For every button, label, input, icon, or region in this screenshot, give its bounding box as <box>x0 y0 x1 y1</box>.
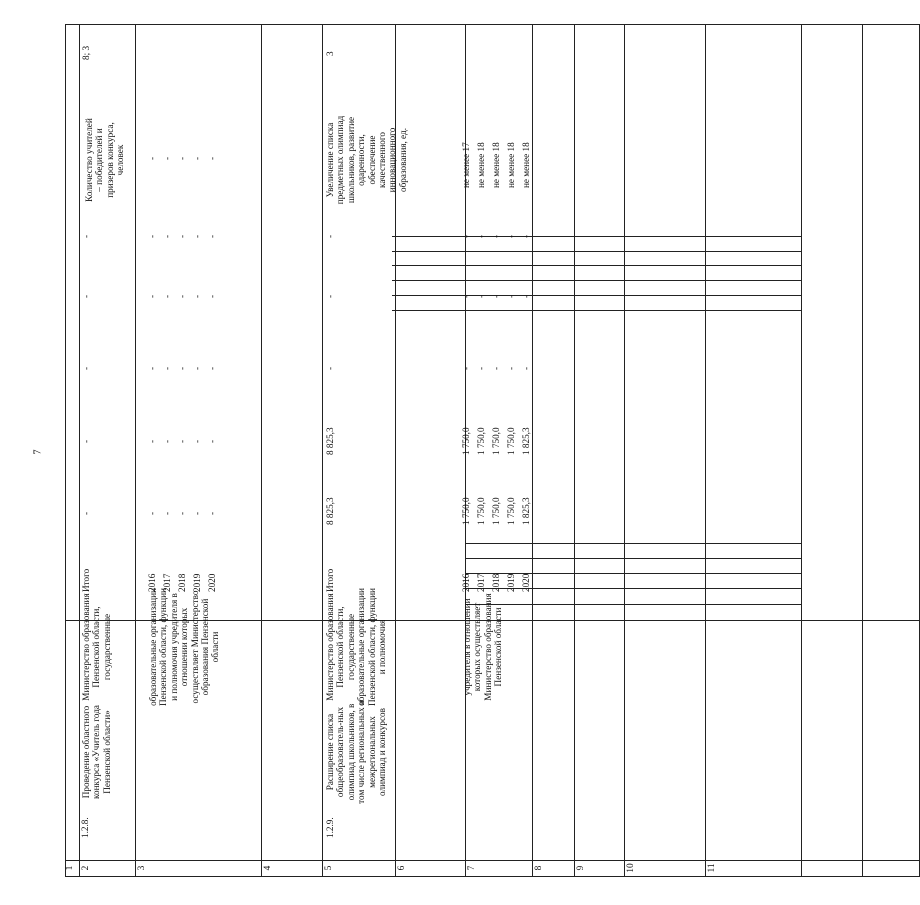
row-2-col9-2020: - <box>521 234 531 238</box>
col-2-header: 2 <box>81 865 91 871</box>
row-2-col9-2016: - <box>461 234 471 238</box>
row-1-indicator: Количество учителей – победителей и призеров конкурса, человек <box>84 118 126 202</box>
row-2-executor-top: Министерство образования Пензенской области, государственные образовательные организации Пензенской области, функции и полномочия <box>325 588 388 706</box>
row-1-col8-2020: - <box>207 294 217 298</box>
col-9-header: 9 <box>576 865 586 871</box>
row-2-col10-2017: не менее 18 <box>476 142 486 188</box>
row-1-col7-2016: - <box>147 366 157 370</box>
col-1-header: 1 <box>65 865 75 871</box>
row-1-col8-total: - <box>81 294 91 298</box>
row-2-col7-2019: - <box>506 366 516 370</box>
row-2-year-2017: 2017 <box>476 573 486 592</box>
row-1-col5-2018: - <box>177 511 187 515</box>
row-1-col9-2017: - <box>162 234 172 238</box>
row-2-col7-2016: - <box>461 366 471 370</box>
row-2-col5-2018: 1 750,0 <box>491 497 501 525</box>
row-2-col8-total: - <box>325 294 335 298</box>
col-6-header: 6 <box>397 865 407 871</box>
row-2-year-2020: 2020 <box>521 573 531 592</box>
row-1-col6-2018: - <box>177 439 187 443</box>
row-1-col7-2020: - <box>207 366 217 370</box>
row-2-col5-2017: 1 750,0 <box>476 497 486 525</box>
row-1-col7-2019: - <box>192 366 202 370</box>
row-2-col7-2017: - <box>476 366 486 370</box>
row-2-name: Расширение списка общеобразователь-ных олимпиад школьников, в том числе региональных и межрегиональных олимпиад и конкурсов <box>325 700 388 804</box>
col-5-header: 5 <box>324 865 334 871</box>
row-2-col5-2020: 1 825,3 <box>521 497 531 525</box>
row-2-year-2019: 2019 <box>506 573 516 592</box>
row-1-col5-2016: - <box>147 511 157 515</box>
row-1-col5-2019: - <box>192 511 202 515</box>
row-1-col6-total: - <box>81 439 91 443</box>
row-2-col6-2017: 1 750,0 <box>476 427 486 455</box>
row-2-col10-2020: не менее 18 <box>521 142 531 188</box>
row-2-col8-2019: - <box>506 294 516 298</box>
row-2-col10-2016: не менее 17 <box>461 142 471 188</box>
row-2-col6-2020: 1 825,3 <box>521 427 531 455</box>
row-1-col8-2017: - <box>162 294 172 298</box>
row-2-col10-2019: не менее 18 <box>506 142 516 188</box>
row-1-col10-2020: - <box>207 156 217 160</box>
row-1-col7-2017: - <box>162 366 172 370</box>
row-2-col6-2018: 1 750,0 <box>491 427 501 455</box>
row-2-col8-2020: - <box>521 294 531 298</box>
row-1-col6-2016: - <box>147 439 157 443</box>
row-1-col10-2017: - <box>162 156 172 160</box>
row-1-col9-2016: - <box>147 234 157 238</box>
page-number: 7 <box>32 449 44 455</box>
row-2-year-2016: 2016 <box>461 573 471 592</box>
row-1-col8-2019: - <box>192 294 202 298</box>
row-1-col9-total: - <box>81 234 91 238</box>
row-1-col9-2019: - <box>192 234 202 238</box>
row-1-col10-2016: - <box>147 156 157 160</box>
col-8-header: 8 <box>534 865 544 871</box>
row-1-year-2016: 2016 <box>147 573 157 592</box>
row-2-col7-total: - <box>325 366 335 370</box>
row-1-col10-2019: - <box>192 156 202 160</box>
row-1-col5-2017: - <box>162 511 172 515</box>
row-2-col10-2018: не менее 18 <box>491 142 501 188</box>
col-4-header: 4 <box>263 865 273 871</box>
row-2-col6-total: 8 825,3 <box>325 427 335 455</box>
row-1-name: Проведение областного конкурса «Учитель года Пензенской области» <box>81 705 112 800</box>
row-1-year-2020: 2020 <box>207 573 217 592</box>
col-3-header: 3 <box>137 865 147 871</box>
row-1-col5-2020: - <box>207 511 217 515</box>
row-2-indicator: Увеличение списка предметных олимпиад школьников, развитие одаренности, обеспечение качественного инновационного образования, ед. <box>325 115 408 205</box>
row-2-col7-2020: - <box>521 366 531 370</box>
row-2-col8-2017: - <box>476 294 486 298</box>
row-2-col11: 3 <box>325 51 335 56</box>
col-7-header: 7 <box>467 865 477 871</box>
row-2-year-total: Итого <box>325 568 335 592</box>
row-1-year-total: Итого <box>81 568 91 592</box>
row-2-col9-total: - <box>325 234 335 238</box>
row-1-col7-2018: - <box>177 366 187 370</box>
row-1-col8-2018: - <box>177 294 187 298</box>
row-1-col9-2020: - <box>207 234 217 238</box>
row-1-col9-2018: - <box>177 234 187 238</box>
row-1-year-2019: 2019 <box>192 573 202 592</box>
row-2-col8-2018: - <box>491 294 501 298</box>
row-2-col6-2016: 1 750,0 <box>461 427 471 455</box>
col-11-header: 11 <box>707 863 717 873</box>
row-1-col6-2017: - <box>162 439 172 443</box>
row-2-col7-2018: - <box>491 366 501 370</box>
row-1-col7-total: - <box>81 366 91 370</box>
row-1-num: 1.2.8. <box>80 817 90 838</box>
row-2-col9-2018: - <box>491 234 501 238</box>
row-1-col10-2018: - <box>177 156 187 160</box>
row-2-col9-2017: - <box>476 234 486 238</box>
row-2-col5-2019: 1 750,0 <box>506 497 516 525</box>
row-1-year-2017: 2017 <box>162 573 172 592</box>
row-2-num: 1.2.9. <box>325 817 335 838</box>
row-2-col5-2016: 1 750,0 <box>461 497 471 525</box>
row-2-executor-bottom: учредителя в отношении которых осуществляет Министерство образования Пензенской области <box>462 593 504 701</box>
row-1-col6-2019: - <box>192 439 202 443</box>
row-1-executor-bottom: образовательные организации Пензенской области, функции и полномочия учредителя в отношении которых осуществляет Министерство образования Пензенской области <box>148 588 221 706</box>
row-2-col9-2019: - <box>506 234 516 238</box>
row-2-year-2018: 2018 <box>491 573 501 592</box>
row-1-col5-total: - <box>81 511 91 515</box>
col-10-header: 10 <box>626 863 636 873</box>
row-2-col6-2019: 1 750,0 <box>506 427 516 455</box>
row-1-year-2018: 2018 <box>177 573 187 592</box>
row-2-col5-total: 8 825,3 <box>325 497 335 525</box>
row-1-col8-2016: - <box>147 294 157 298</box>
row-1-col11: 8; 3 <box>81 45 91 60</box>
row-2-col8-2016: - <box>461 294 471 298</box>
row-1-executor-top: Министерство образования Пензенской области, государственные <box>81 593 112 701</box>
row-1-col6-2020: - <box>207 439 217 443</box>
